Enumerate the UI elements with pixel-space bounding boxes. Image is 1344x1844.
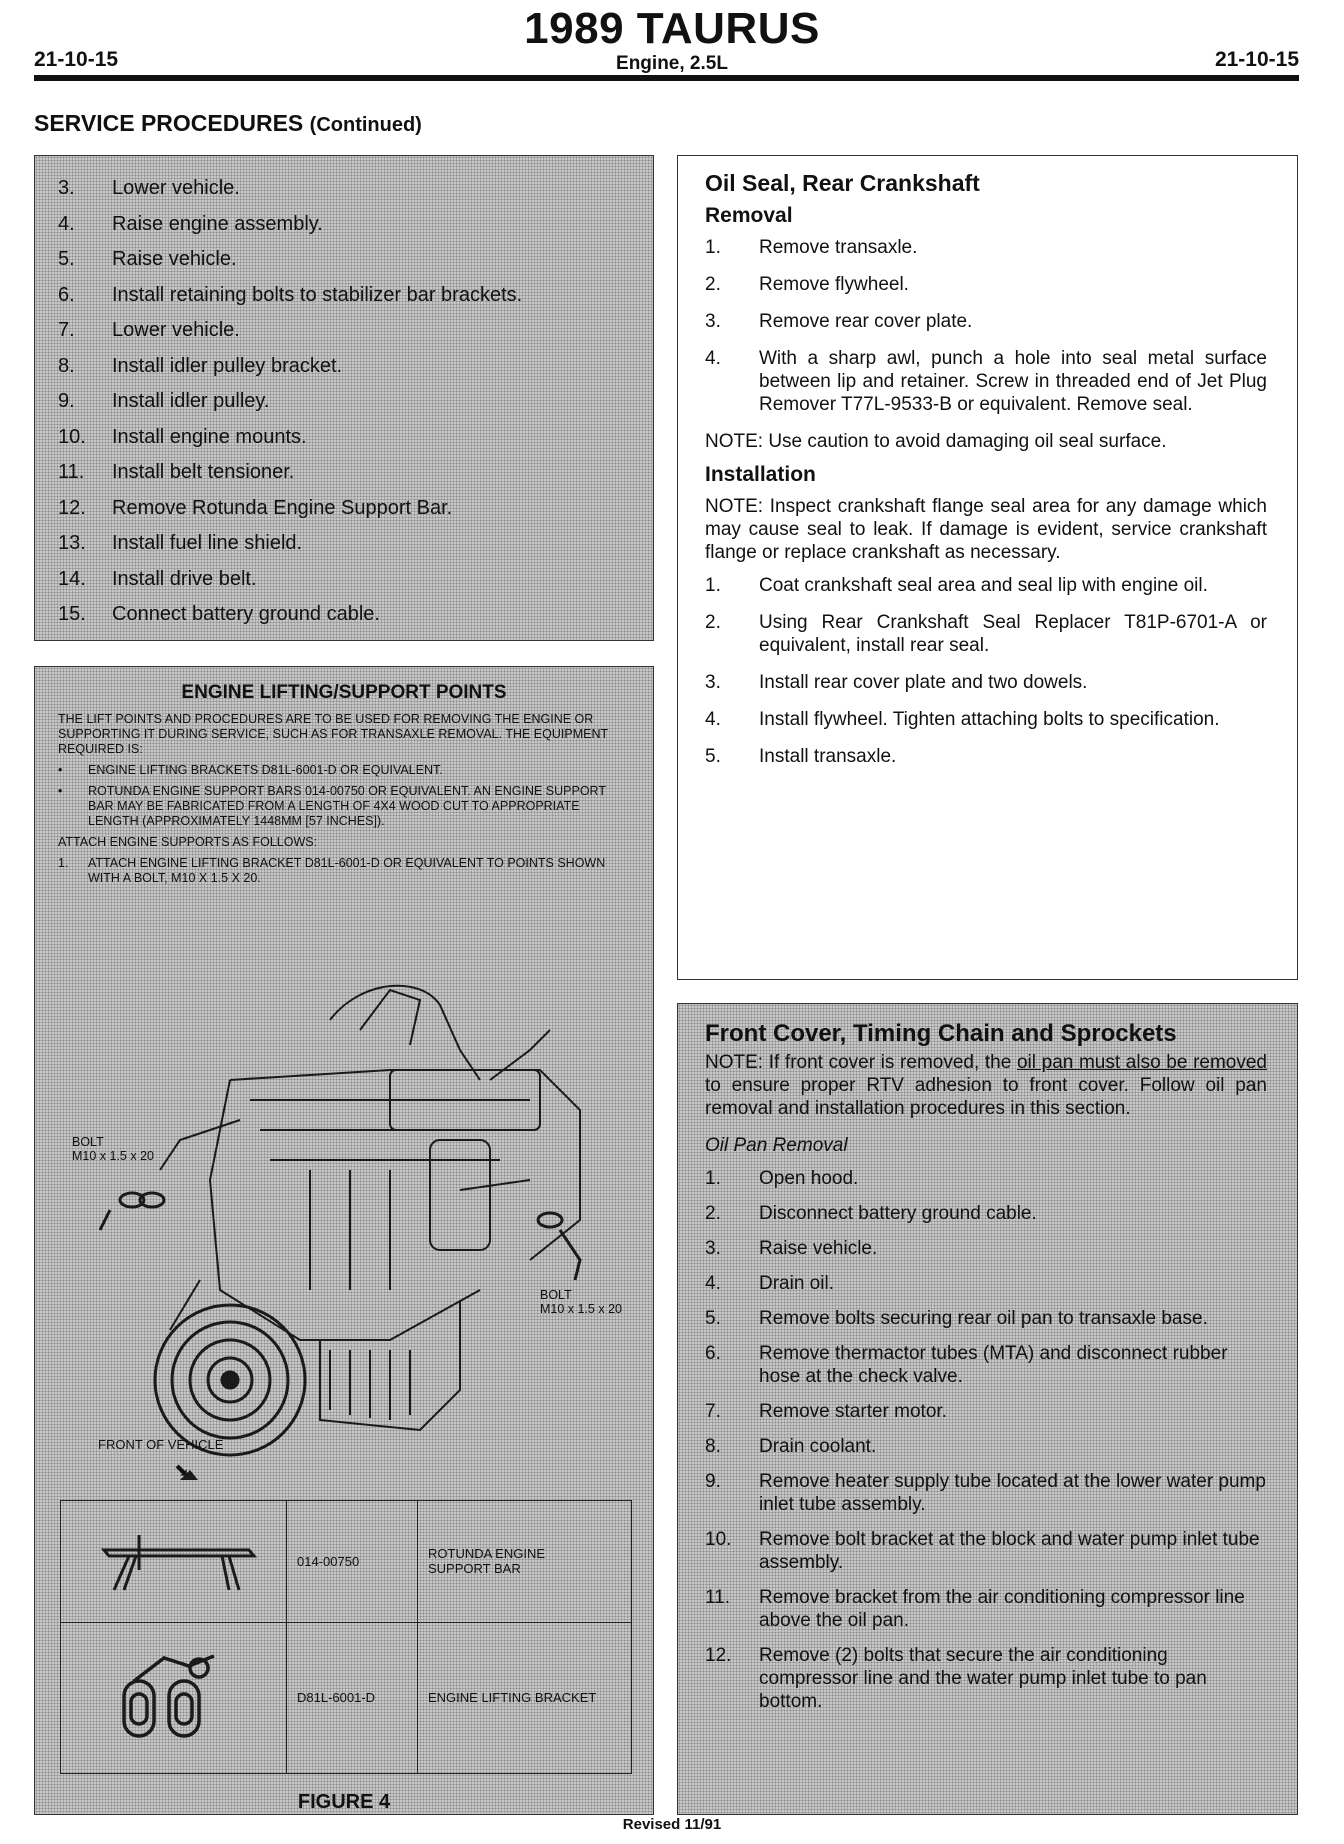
list-item: 5. Install transaxle. [705,746,897,767]
figure-bullet: • ROTUNDA ENGINE SUPPORT BARS 014-00750 OR EQUIVALENT. AN ENGINE SUPPORT BAR MAY BE FABRICATED FROM A LENGTH OF 4X4 WOOD CUT TO APPROPRIATE LENGTH (APPROXIMATELY 1448MM [57 INCHES]). [58,784,606,828]
list-item: 4. Raise engine assembly. [58,212,323,235]
list-item: 3. Raise vehicle. [705,1238,878,1259]
front-cover-title: Front Cover, Timing Chain and Sprockets [705,1020,1177,1047]
list-item: 1. Remove transaxle. [705,237,918,258]
tool-part-number: 014-00750 [287,1501,418,1623]
figure-heading: ENGINE LIFTING/SUPPORT POINTS [181,682,507,703]
lifting-bracket-icon [109,1646,239,1746]
front-of-vehicle-label: FRONT OF VEHICLE [98,1437,224,1452]
list-item: 4. Install flywheel. Tighten attaching bolts to specification. [705,709,1220,730]
tool-table [60,1500,632,1774]
section-continued: (Continued) [309,114,422,136]
list-item: 1. Coat crankshaft seal area and seal lip with engine oil. [705,575,1208,596]
oil-seal-content [705,172,1267,782]
table-row [61,1501,632,1623]
document-title: 1989 TAURUS [524,4,820,53]
tool-name: ENGINE LIFTING BRACKET [418,1622,632,1773]
tool-part-number: D81L-6001-D [287,1622,418,1773]
removal-steps [705,236,1267,416]
list-item: 2. Disconnect battery ground cable. [705,1203,1037,1224]
figure-bullet: • ENGINE LIFTING BRACKETS D81L-6001-D OR EQUIVALENT. [58,763,443,777]
table-row [61,1622,632,1773]
list-item: 4. With a sharp awl, punch a hole into seal metal surface between lip and retainer. Screw in threaded end of Jet Plug Remover T77L-9533-B or equivalent. Remove seal. [705,348,1267,415]
front-cover-content [705,1022,1267,1725]
list-item: 4. Drain oil. [705,1273,834,1294]
list-item: 6. Remove thermactor tubes (MTA) and disconnect rubber hose at the check valve. [705,1343,1228,1387]
front-arrow-icon: ⬊ [174,1460,190,1480]
revision-footer: Revised 11/91 [622,1816,722,1833]
oil-pan-removal-steps [705,1167,1267,1713]
installation-steps [705,574,1267,768]
list-item: 7. Remove starter motor. [705,1401,947,1422]
bolt-label-left: BOLT M10 x 1.5 x 20 [72,1135,154,1163]
list-item: 13. Install fuel line shield. [58,532,303,554]
list-item: 1. Open hood. [705,1168,859,1189]
list-item: 6. Install retaining bolts to stabilizer bar brackets. [58,283,523,306]
list-item: 3. Remove rear cover plate. [705,311,973,332]
page-number-right: 21-10-15 [1214,48,1299,71]
tool-name: ROTUNDA ENGINE SUPPORT BAR [418,1501,632,1623]
list-item: 2. Using Rear Crankshaft Seal Replacer T81P-6701-A or equivalent, install rear seal. [705,612,1267,656]
figure-step: 1. ATTACH ENGINE LIFTING BRACKET D81L-6001-D OR EQUIVALENT TO POINTS SHOWN WITH A BOLT, M10 X 1.5 X 20. [58,856,606,885]
page-number-left: 21-10-15 [34,48,119,71]
list-item: 10. Install engine mounts. [58,425,307,448]
list-item: 9. Remove heater supply tube located at the lower water pump inlet tube assembly. [705,1471,1266,1515]
list-item: 9. Install idler pulley. [58,390,270,412]
list-item: 2. Remove flywheel. [705,274,909,295]
list-item: 15. Connect battery ground cable. [58,603,380,625]
inspect-note: NOTE: Inspect crankshaft flange seal area for any damage which may cause seal to leak. If damage is evident, service crankshaft flange or replace crankshaft as necessary. [705,496,1267,563]
section-heading [34,110,422,137]
bolt-label-right: BOLT M10 x 1.5 x 20 [540,1288,622,1316]
list-item: 3. Lower vehicle. [58,177,240,199]
figure-attach-heading: ATTACH ENGINE SUPPORTS AS FOLLOWS: [58,835,318,849]
list-item: 11. Remove bracket from the air conditioning compressor line above the oil pan. [705,1587,1245,1631]
list-item: 8. Install idler pulley bracket. [58,354,343,377]
list-item: 10. Remove bolt bracket at the block and water pump inlet tube assembly. [705,1529,1260,1573]
list-item: 14. Install drive belt. [58,567,257,590]
installation-heading: Installation [705,463,816,486]
list-item: 8. Drain coolant. [705,1436,877,1457]
list-item: 3. Install rear cover plate and two dowels. [705,672,1088,693]
list-item: 5. Remove bolts securing rear oil pan to transaxle base. [705,1308,1208,1329]
figure-caption: FIGURE 4 [297,1791,391,1813]
lifting-bracket-illustration [61,1622,287,1773]
document-subtitle: Engine, 2.5L [616,53,728,74]
removal-heading: Removal [705,204,793,227]
list-item: 12. Remove Rotunda Engine Support Bar. [58,496,453,519]
figure-intro: THE LIFT POINTS AND PROCEDURES ARE TO BE USED FOR REMOVING THE ENGINE OR SUPPORTING IT DURING SERVICE, SUCH AS FOR TRANSAXLE REMOVAL. THE EQUIPMENT REQUIRED IS: [58,712,608,756]
section-title: SERVICE PROCEDURES [34,110,304,136]
support-bar-icon [84,1520,264,1600]
list-item: 11. Install belt tensioner. [58,461,295,483]
figure-instructions [58,712,628,886]
list-item: 12. Remove (2) bolts that secure the air conditioning compressor line and the water pump inlet tube to pan bottom. [705,1645,1207,1712]
left-steps-list [58,176,638,638]
front-cover-note: NOTE: If front cover is removed, the oil pan must also be removed to ensure proper RTV adhesion to front cover. Follow oil pan removal and installation procedures in this section. [705,1052,1267,1119]
oil-seal-title: Oil Seal, Rear Crankshaft [705,170,980,196]
oil-pan-removal-heading: Oil Pan Removal [705,1135,848,1156]
list-item: 5. Raise vehicle. [58,248,237,270]
list-item: 7. Lower vehicle. [58,319,240,341]
engine-illustration [60,960,640,1480]
support-bar-illustration [61,1501,287,1623]
caution-note: NOTE: Use caution to avoid damaging oil seal surface. [705,431,1167,452]
header-rule [34,75,1299,81]
